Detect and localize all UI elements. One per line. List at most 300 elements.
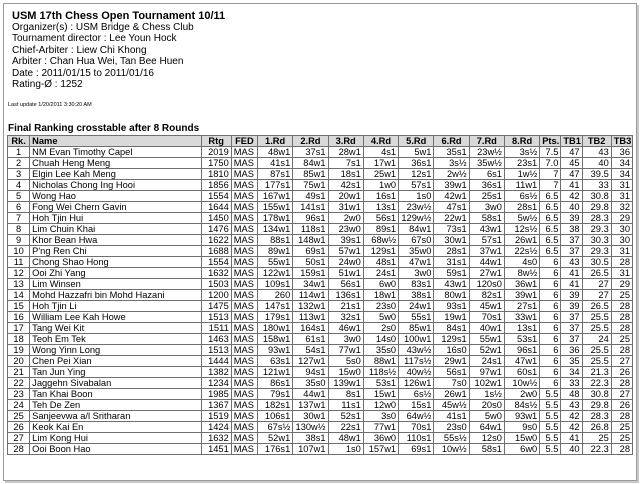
round-7-cell: 1s½ — [469, 389, 504, 400]
rating-cell: 1513 — [201, 345, 231, 356]
table-row — [8, 235, 633, 246]
round-1-cell: 147s1 — [257, 301, 292, 312]
rating-cell: 1810 — [201, 169, 231, 180]
rank-cell: 3 — [8, 169, 30, 180]
rating-cell: 1424 — [201, 422, 231, 433]
round-6-cell: 10w½ — [434, 444, 469, 455]
tiebreak-2-cell: 29.3 — [582, 246, 611, 257]
rating-cell: 1450 — [201, 213, 231, 224]
rank-cell: 20 — [8, 356, 30, 367]
federation-cell: MAS — [231, 356, 257, 367]
round-4-cell: 36w0 — [363, 433, 398, 444]
round-8-cell: 84s½ — [504, 400, 539, 411]
round-6-cell: 47s1 — [434, 202, 469, 213]
round-5-cell: 126w1 — [399, 378, 434, 389]
round-5-cell: 85w1 — [399, 323, 434, 334]
federation-cell: MAS — [231, 334, 257, 345]
round-8-cell: 26w1 — [504, 235, 539, 246]
round-4-cell: 16s1 — [363, 191, 398, 202]
round-2-cell: 69s1 — [293, 246, 328, 257]
federation-cell: MAS — [231, 202, 257, 213]
round-5-cell: 67s0 — [399, 235, 434, 246]
round-1-cell: 67s½ — [257, 422, 292, 433]
table-row — [8, 202, 633, 213]
header-rating: Rtg — [201, 136, 231, 147]
rating-cell: 1503 — [201, 279, 231, 290]
tiebreak-3-cell: 36 — [611, 147, 632, 158]
round-4-cell: 48s1 — [363, 257, 398, 268]
tiebreak-3-cell: 29 — [611, 279, 632, 290]
tiebreak-1-cell: 41 — [561, 279, 582, 290]
name-cell: Chong Shao Hong — [30, 257, 201, 268]
table-row — [8, 158, 633, 169]
round-1-cell: 122w1 — [257, 268, 292, 279]
federation-cell: MAS — [231, 169, 257, 180]
name-cell: Elgin Lee Kah Meng — [30, 169, 201, 180]
tiebreak-1-cell: 47 — [561, 147, 582, 158]
tiebreak-3-cell: 31 — [611, 191, 632, 202]
header-round-2: 2.Rd — [293, 136, 328, 147]
round-6-cell: 43w1 — [434, 279, 469, 290]
round-1-cell: 93w1 — [257, 345, 292, 356]
rank-cell: 18 — [8, 334, 30, 345]
round-3-cell: 51w1 — [328, 268, 363, 279]
federation-cell: MAS — [231, 389, 257, 400]
round-4-cell: 53s1 — [363, 378, 398, 389]
tiebreak-1-cell: 48 — [561, 389, 582, 400]
round-3-cell: 21s1 — [328, 301, 363, 312]
points-cell: 5.5 — [540, 444, 561, 455]
table-row — [8, 279, 633, 290]
round-3-cell: 24w0 — [328, 257, 363, 268]
round-7-cell: 45w1 — [469, 301, 504, 312]
round-8-cell: 6s½ — [504, 191, 539, 202]
tiebreak-2-cell: 30.3 — [582, 235, 611, 246]
round-6-cell: 41s1 — [434, 411, 469, 422]
federation-cell: MAS — [231, 180, 257, 191]
round-5-cell: 5w1 — [399, 147, 434, 158]
rating-cell: 1622 — [201, 235, 231, 246]
round-4-cell: 129s1 — [363, 246, 398, 257]
round-5-cell: 15s1 — [399, 400, 434, 411]
name-cell: William Lee Kah Howe — [30, 312, 201, 323]
tournament-title: USM 17th Chess Open Tournament 10/11 — [12, 10, 226, 22]
round-4-cell: 68w½ — [363, 235, 398, 246]
points-cell: 6.5 — [540, 224, 561, 235]
round-6-cell: 59s1 — [434, 268, 469, 279]
points-cell: 5.5 — [540, 389, 561, 400]
round-7-cell: 23w½ — [469, 147, 504, 158]
table-row — [8, 246, 633, 257]
round-7-cell: 58s1 — [469, 444, 504, 455]
table-row — [8, 400, 633, 411]
round-2-cell: 54s1 — [293, 345, 328, 356]
round-5-cell: 43w½ — [399, 345, 434, 356]
round-8-cell: 12s½ — [504, 224, 539, 235]
round-1-cell: 63s1 — [257, 356, 292, 367]
name-cell: Tan Khai Boon — [30, 389, 201, 400]
round-6-cell: 30w1 — [434, 235, 469, 246]
rating-cell: 1511 — [201, 323, 231, 334]
table-row — [8, 444, 633, 455]
round-6-cell: 73s1 — [434, 224, 469, 235]
rating-cell: 2019 — [201, 147, 231, 158]
rating-cell: 1985 — [201, 389, 231, 400]
round-2-cell: 148w1 — [293, 235, 328, 246]
tiebreak-3-cell: 28 — [611, 444, 632, 455]
round-7-cell: 27w1 — [469, 268, 504, 279]
tiebreak-3-cell: 28 — [611, 323, 632, 334]
tiebreak-2-cell: 29.8 — [582, 400, 611, 411]
rank-cell: 5 — [8, 191, 30, 202]
header-points: Pts. — [540, 136, 561, 147]
header-round-8: 8.Rd — [504, 136, 539, 147]
tiebreak-2-cell: 28.3 — [582, 213, 611, 224]
rating-cell: 1856 — [201, 180, 231, 191]
round-8-cell: 36w1 — [504, 279, 539, 290]
name-cell: Mohd Hazzafri bin Mohd Hazani — [30, 290, 201, 301]
table-row — [8, 389, 633, 400]
round-6-cell: 84s1 — [434, 323, 469, 334]
round-6-cell: 22w1 — [434, 213, 469, 224]
round-2-cell: 34w1 — [293, 279, 328, 290]
round-3-cell: 23w0 — [328, 224, 363, 235]
tiebreak-2-cell: 21.3 — [582, 367, 611, 378]
table-row — [8, 268, 633, 279]
rank-cell: 11 — [8, 257, 30, 268]
rank-cell: 27 — [8, 433, 30, 444]
round-3-cell: 57w1 — [328, 246, 363, 257]
round-7-cell: 120s0 — [469, 279, 504, 290]
arbiter-line: Arbiter : Chan Hua Wei, Tan Bee Huen — [12, 56, 184, 68]
federation-cell: MAS — [231, 213, 257, 224]
round-1-cell: 79s1 — [257, 389, 292, 400]
tiebreak-3-cell: 31 — [611, 180, 632, 191]
tiebreak-3-cell: 32 — [611, 202, 632, 213]
round-3-cell: 2w0 — [328, 213, 363, 224]
points-cell: 5.5 — [540, 433, 561, 444]
header-tiebreak-3: TB3 — [611, 136, 632, 147]
table-row — [8, 334, 633, 345]
crosstable-header-row — [8, 136, 633, 147]
tiebreak-1-cell: 43 — [561, 400, 582, 411]
tiebreak-1-cell: 40 — [561, 444, 582, 455]
round-8-cell: 2w0 — [504, 389, 539, 400]
round-8-cell: 10w½ — [504, 378, 539, 389]
tiebreak-3-cell: 25 — [611, 422, 632, 433]
round-1-cell: 55w1 — [257, 257, 292, 268]
round-3-cell: 52s1 — [328, 411, 363, 422]
points-cell: 7.0 — [540, 158, 561, 169]
tiebreak-2-cell: 26.5 — [582, 301, 611, 312]
tiebreak-2-cell: 25 — [582, 433, 611, 444]
round-5-cell: 23w½ — [399, 202, 434, 213]
rank-cell: 2 — [8, 158, 30, 169]
tiebreak-3-cell: 34 — [611, 158, 632, 169]
round-5-cell: 3w0 — [399, 268, 434, 279]
tiebreak-1-cell: 34 — [561, 367, 582, 378]
tiebreak-1-cell: 39 — [561, 213, 582, 224]
name-cell: Ooi Boon Hao — [30, 444, 201, 455]
rank-cell: 7 — [8, 213, 30, 224]
federation-cell: MAS — [231, 400, 257, 411]
round-3-cell: 32s1 — [328, 312, 363, 323]
points-cell: 6 — [540, 323, 561, 334]
round-4-cell: 18w1 — [363, 290, 398, 301]
round-3-cell: 46w1 — [328, 323, 363, 334]
tiebreak-2-cell: 24 — [582, 334, 611, 345]
name-cell: Jaggehn Sivabalan — [30, 378, 201, 389]
round-7-cell: 82s1 — [469, 290, 504, 301]
round-5-cell: 84w1 — [399, 224, 434, 235]
rank-cell: 13 — [8, 279, 30, 290]
points-cell: 5.5 — [540, 411, 561, 422]
round-8-cell: 11w1 — [504, 180, 539, 191]
tiebreak-1-cell: 37 — [561, 235, 582, 246]
tiebreak-3-cell: 30 — [611, 235, 632, 246]
round-2-cell: 37s1 — [293, 147, 328, 158]
round-8-cell: 8w½ — [504, 268, 539, 279]
round-4-cell: 118s½ — [363, 367, 398, 378]
round-1-cell: 260 — [257, 290, 292, 301]
round-8-cell: 13s1 — [504, 323, 539, 334]
director-line: Tournament director : Lee Youn Hock — [12, 33, 177, 45]
round-2-cell: 85w1 — [293, 169, 328, 180]
tiebreak-1-cell: 37 — [561, 246, 582, 257]
tiebreak-1-cell: 35 — [561, 356, 582, 367]
round-8-cell: 96s1 — [504, 345, 539, 356]
points-cell: 6 — [540, 301, 561, 312]
header-round-3: 3.Rd — [328, 136, 363, 147]
rating-cell: 1382 — [201, 367, 231, 378]
federation-cell: MAS — [231, 367, 257, 378]
rank-cell: 4 — [8, 180, 30, 191]
name-cell: Sanjeevwa a/l Sritharan — [30, 411, 201, 422]
round-8-cell: 93w1 — [504, 411, 539, 422]
tiebreak-1-cell: 45 — [561, 158, 582, 169]
table-row — [8, 147, 633, 158]
round-4-cell: 17w1 — [363, 158, 398, 169]
points-cell: 7.5 — [540, 147, 561, 158]
name-cell: Lim Kong Hui — [30, 433, 201, 444]
round-1-cell: 176s1 — [257, 444, 292, 455]
rank-cell: 17 — [8, 323, 30, 334]
table-row — [8, 191, 633, 202]
tiebreak-1-cell: 37 — [561, 334, 582, 345]
round-2-cell: 61s1 — [293, 334, 328, 345]
round-7-cell: 102w1 — [469, 378, 504, 389]
table-row — [8, 257, 633, 268]
tournament-header — [12, 10, 225, 90]
round-6-cell: 7s0 — [434, 378, 469, 389]
tiebreak-2-cell: 33 — [582, 180, 611, 191]
rating-cell: 1632 — [201, 433, 231, 444]
rank-cell: 22 — [8, 378, 30, 389]
points-cell: 6 — [540, 378, 561, 389]
round-7-cell: 58s1 — [469, 213, 504, 224]
round-2-cell: 137w1 — [293, 400, 328, 411]
round-8-cell: 3s½ — [504, 147, 539, 158]
table-row — [8, 169, 633, 180]
table-row — [8, 312, 633, 323]
rank-cell: 9 — [8, 235, 30, 246]
round-5-cell: 100w1 — [399, 334, 434, 345]
table-row — [8, 224, 633, 235]
tiebreak-2-cell: 30.5 — [582, 257, 611, 268]
name-cell: Teoh Em Tek — [30, 334, 201, 345]
rank-cell: 15 — [8, 301, 30, 312]
tiebreak-2-cell: 25.5 — [582, 312, 611, 323]
round-7-cell: 36s1 — [469, 180, 504, 191]
round-5-cell: 40w½ — [399, 367, 434, 378]
round-5-cell: 83s1 — [399, 279, 434, 290]
round-4-cell: 2s0 — [363, 323, 398, 334]
round-3-cell: 39s1 — [328, 235, 363, 246]
round-5-cell: 57s1 — [399, 180, 434, 191]
name-cell: NM Evan Timothy Capel — [30, 147, 201, 158]
tiebreak-3-cell: 27 — [611, 389, 632, 400]
round-6-cell: 26w1 — [434, 389, 469, 400]
tiebreak-2-cell: 29.3 — [582, 224, 611, 235]
round-6-cell: 42w1 — [434, 191, 469, 202]
name-cell: Ooi Zhi Yang — [30, 268, 201, 279]
rating-cell: 1451 — [201, 444, 231, 455]
rating-cell: 1234 — [201, 378, 231, 389]
round-4-cell: 56s1 — [363, 213, 398, 224]
round-7-cell: 57s1 — [469, 235, 504, 246]
round-7-cell: 20s0 — [469, 400, 504, 411]
header-tiebreak-2: TB2 — [582, 136, 611, 147]
round-3-cell: 22s1 — [328, 422, 363, 433]
round-8-cell: 5w½ — [504, 213, 539, 224]
round-2-cell: 107w1 — [293, 444, 328, 455]
round-4-cell: 88w1 — [363, 356, 398, 367]
round-1-cell: 182s1 — [257, 400, 292, 411]
header-round-1: 1.Rd — [257, 136, 292, 147]
tiebreak-2-cell: 25.5 — [582, 345, 611, 356]
tiebreak-3-cell: 31 — [611, 268, 632, 279]
tiebreak-2-cell: 27 — [582, 279, 611, 290]
round-4-cell: 13s1 — [363, 202, 398, 213]
table-row — [8, 323, 633, 334]
round-8-cell: 60s1 — [504, 367, 539, 378]
round-4-cell: 157w1 — [363, 444, 398, 455]
federation-cell: MAS — [231, 345, 257, 356]
round-5-cell: 64w½ — [399, 411, 434, 422]
name-cell: Chen Pei Xian — [30, 356, 201, 367]
points-cell: 6 — [540, 334, 561, 345]
round-1-cell: 48w1 — [257, 147, 292, 158]
round-2-cell: 132w1 — [293, 301, 328, 312]
last-update: Last update 1/20/2011 3:30:20 AM — [8, 102, 92, 108]
header-round-5: 5.Rd — [399, 136, 434, 147]
table-row — [8, 367, 633, 378]
table-row — [8, 422, 633, 433]
round-1-cell: 180w1 — [257, 323, 292, 334]
points-cell: 6.5 — [540, 235, 561, 246]
points-cell: 6 — [540, 356, 561, 367]
tiebreak-1-cell: 43 — [561, 257, 582, 268]
round-2-cell: 114w1 — [293, 290, 328, 301]
tiebreak-3-cell: 25 — [611, 433, 632, 444]
rank-cell: 6 — [8, 202, 30, 213]
round-4-cell: 23s0 — [363, 301, 398, 312]
round-7-cell: 44w1 — [469, 257, 504, 268]
round-6-cell: 129s1 — [434, 334, 469, 345]
round-5-cell: 38s1 — [399, 290, 434, 301]
round-3-cell: 28w1 — [328, 147, 363, 158]
round-1-cell: 134w1 — [257, 224, 292, 235]
round-1-cell: 52w1 — [257, 433, 292, 444]
tiebreak-2-cell: 22.3 — [582, 444, 611, 455]
round-4-cell: 4s1 — [363, 147, 398, 158]
round-7-cell: 25s1 — [469, 191, 504, 202]
round-7-cell: 70s1 — [469, 312, 504, 323]
points-cell: 5.5 — [540, 422, 561, 433]
table-row — [8, 378, 633, 389]
rating-cell: 1554 — [201, 257, 231, 268]
round-4-cell: 15w1 — [363, 389, 398, 400]
round-1-cell: 177s1 — [257, 180, 292, 191]
points-cell: 6 — [540, 268, 561, 279]
name-cell: Chuah Heng Meng — [30, 158, 201, 169]
federation-cell: MAS — [231, 235, 257, 246]
tiebreak-1-cell: 42 — [561, 422, 582, 433]
tiebreak-1-cell: 36 — [561, 345, 582, 356]
round-3-cell: 20w1 — [328, 191, 363, 202]
round-6-cell: 28s1 — [434, 246, 469, 257]
rank-cell: 12 — [8, 268, 30, 279]
round-6-cell: 45w½ — [434, 400, 469, 411]
federation-cell: MAS — [231, 147, 257, 158]
round-6-cell: 93s1 — [434, 301, 469, 312]
points-cell: 6 — [540, 312, 561, 323]
round-6-cell: 55s½ — [434, 433, 469, 444]
round-5-cell: 36s1 — [399, 158, 434, 169]
tiebreak-3-cell: 30 — [611, 224, 632, 235]
federation-cell: MAS — [231, 433, 257, 444]
round-4-cell: 35s0 — [363, 345, 398, 356]
round-1-cell: 158w1 — [257, 334, 292, 345]
round-2-cell: 75w1 — [293, 180, 328, 191]
round-8-cell: 22s½ — [504, 246, 539, 257]
crosstable-body — [8, 147, 633, 455]
rating-cell: 1463 — [201, 334, 231, 345]
rank-cell: 23 — [8, 389, 30, 400]
round-5-cell: 6s½ — [399, 389, 434, 400]
points-cell: 7 — [540, 180, 561, 191]
round-8-cell: 28s1 — [504, 202, 539, 213]
header-round-7: 7.Rd — [469, 136, 504, 147]
rank-cell: 26 — [8, 422, 30, 433]
points-cell: 6 — [540, 279, 561, 290]
round-5-cell: 69s1 — [399, 444, 434, 455]
round-2-cell: 113w1 — [293, 312, 328, 323]
round-2-cell: 141s1 — [293, 202, 328, 213]
round-6-cell: 39w1 — [434, 180, 469, 191]
table-row — [8, 301, 633, 312]
round-8-cell: 33w1 — [504, 312, 539, 323]
tiebreak-1-cell: 42 — [561, 191, 582, 202]
federation-cell: MAS — [231, 301, 257, 312]
name-cell: Wong Yinn Long — [30, 345, 201, 356]
federation-cell: MAS — [231, 323, 257, 334]
round-3-cell: 11s1 — [328, 400, 363, 411]
round-3-cell: 3w0 — [328, 334, 363, 345]
round-3-cell: 136s1 — [328, 290, 363, 301]
round-7-cell: 3w0 — [469, 202, 504, 213]
tiebreak-3-cell: 26 — [611, 367, 632, 378]
